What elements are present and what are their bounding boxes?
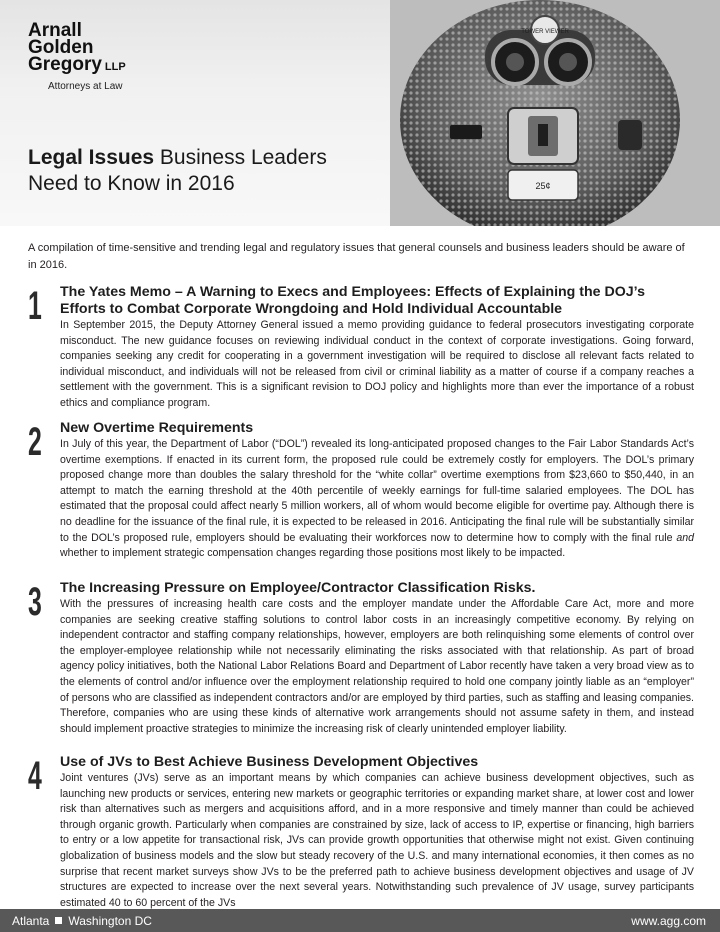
firm-logo: Arnall Golden Gregory LLP [28, 20, 126, 75]
binocular-viewer-illustration [390, 0, 720, 226]
issue-number: 2 [28, 420, 42, 464]
binocular-viewer-photo [390, 0, 720, 226]
issue-number: 1 [28, 284, 42, 328]
issue-body: In July of this year, the Department of Labor (“DOL”) revealed its long-anticipated proposed changes to the Fair Labor Standards Act’s overtime exemptions. If enacted in its current form, the proposed rule could be extremely costly for employers. The DOL’s primary proposed change more than doubles the salary threshold for the “white collar” overtime exemptions from $23,660 to $50,440, in an attempt to match the earning threshold at the 40th percentile of weekly earnings for full-time salaried employees. The DOL has estimated that the proposal could affect nearly 5 million workers, all of whom would become eligible for overtime pay. Although there is no deadline for the issuance of the final rule, it is expected to be released in 2016. Anticipating the final rule will be substantially similar to the DOL’s proposed rule, employers should be evaluating their workforces now to determine how to comply with the final rule and whether to implement strategic compensation changes regarding those positions most likely to be impacted. [60, 438, 694, 560]
issue-title: The Increasing Pressure on Employee/Contractor Classification Risks. [60, 580, 536, 596]
intro-paragraph: A compilation of time-sensitive and trending legal and regulatory issues that general counsels and business leaders should be aware of in 2016. [28, 242, 685, 271]
bullet-square-icon [55, 917, 62, 924]
issue-title: The Yates Memo – A Warning to Execs and Employees: Effects of Explaining the DOJ’s Efforts to Combat Corporate Wrongdoing and Hold Individual Accountable [60, 284, 645, 317]
issue-body: With the pressures of increasing health care costs and the employer mandate under the Affordable Care Act, more and more companies are seeking creative staffing solutions to control labor costs in an increasingly competitive economy. By relying on independent contractor and staffing company relationships, however, employers are both relinquishing some elements of control over the employer-employee relationship while not necessarily eliminating the risks associated with that relationship. As part of broad agency policy initiatives, both the National Labor Relations Board and Department of Labor recently have taken a very broad view as to the elements of control and/or influence over the employment relationship required to hold one company jointly liable as an “employer” of persons who are classified as independent contractors and/or are employed by third parties, such as staffing and leasing companies. Therefore, companies who are using these kinds of alternative work arrangements should not assume safety in them, and instead should implement proactive strategies to minimize the increasing risk of clearly unintended employer liability. [60, 598, 694, 735]
coin-label-text: 25¢ [535, 181, 551, 191]
issue-section-2 [28, 420, 694, 562]
page-title: Legal Issues Business Leaders Need to Know in 2016 [28, 146, 327, 195]
issue-title: New Overtime Requirements [60, 420, 254, 436]
issue-body: In September 2015, the Deputy Attorney General issued a memo providing guidance to federal prosecutors investigating corporate misconduct. The new guidance focuses on reviewing individual conduct in the context of corporate investigations. Going forward, companies seeking any credit for cooperating in a government investigation will be required to disclose all relevant facts related to individual misconduct, and individuals will not be released from civil or criminal liability as a matter of course if a company reaches a settlement with the government. This is a significant revision to DOJ policy and highlights more than ever the importance of a robust ethics and compliance program. [60, 319, 694, 409]
issue-title: Use of JVs to Best Achieve Business Development Objectives [60, 754, 479, 770]
issue-number: 3 [28, 580, 42, 624]
website-link[interactable]: www.agg.com [631, 914, 706, 928]
office-locations: Atlanta Washington DC [12, 914, 152, 928]
issue-section-1 [28, 284, 694, 412]
header-banner [0, 0, 720, 226]
issue-number: 4 [28, 754, 42, 798]
firm-tagline: Attorneys at Law [48, 81, 123, 92]
viewer-sign-text: TOWER VIEWER [521, 29, 569, 35]
issue-body: Joint ventures (JVs) serve as an important means by which companies can achieve business development objectives, such as launching new products or services, entering new markets or geographic territories or expanding market share, at lower cost and lower risk than alternatives such as mergers and acquisitions afford, and in a more responsive and timely manner than could be achieved through organic growth. Particularly when companies are constrained by size, lack of access to IP, expertise or financing, high barriers to entry or a low appetite for transactional risk, JVs can provide growth opportunities that otherwise might not exist. Given continuing globalization of business models and the slow but steady recovery of the U.S. and many international economies, it then comes as no surprise that recent market surveys show JVs to be the preferred path to achieve business development objectives and usage of JV structures are expected to increase over the next several years. Notwithstanding such prevalence of JV usage, survey participants estimated 40 to 60 percent of the JVs [60, 772, 694, 909]
page-footer [0, 909, 720, 932]
issue-section-3 [28, 580, 694, 737]
issue-section-4 [28, 754, 694, 911]
